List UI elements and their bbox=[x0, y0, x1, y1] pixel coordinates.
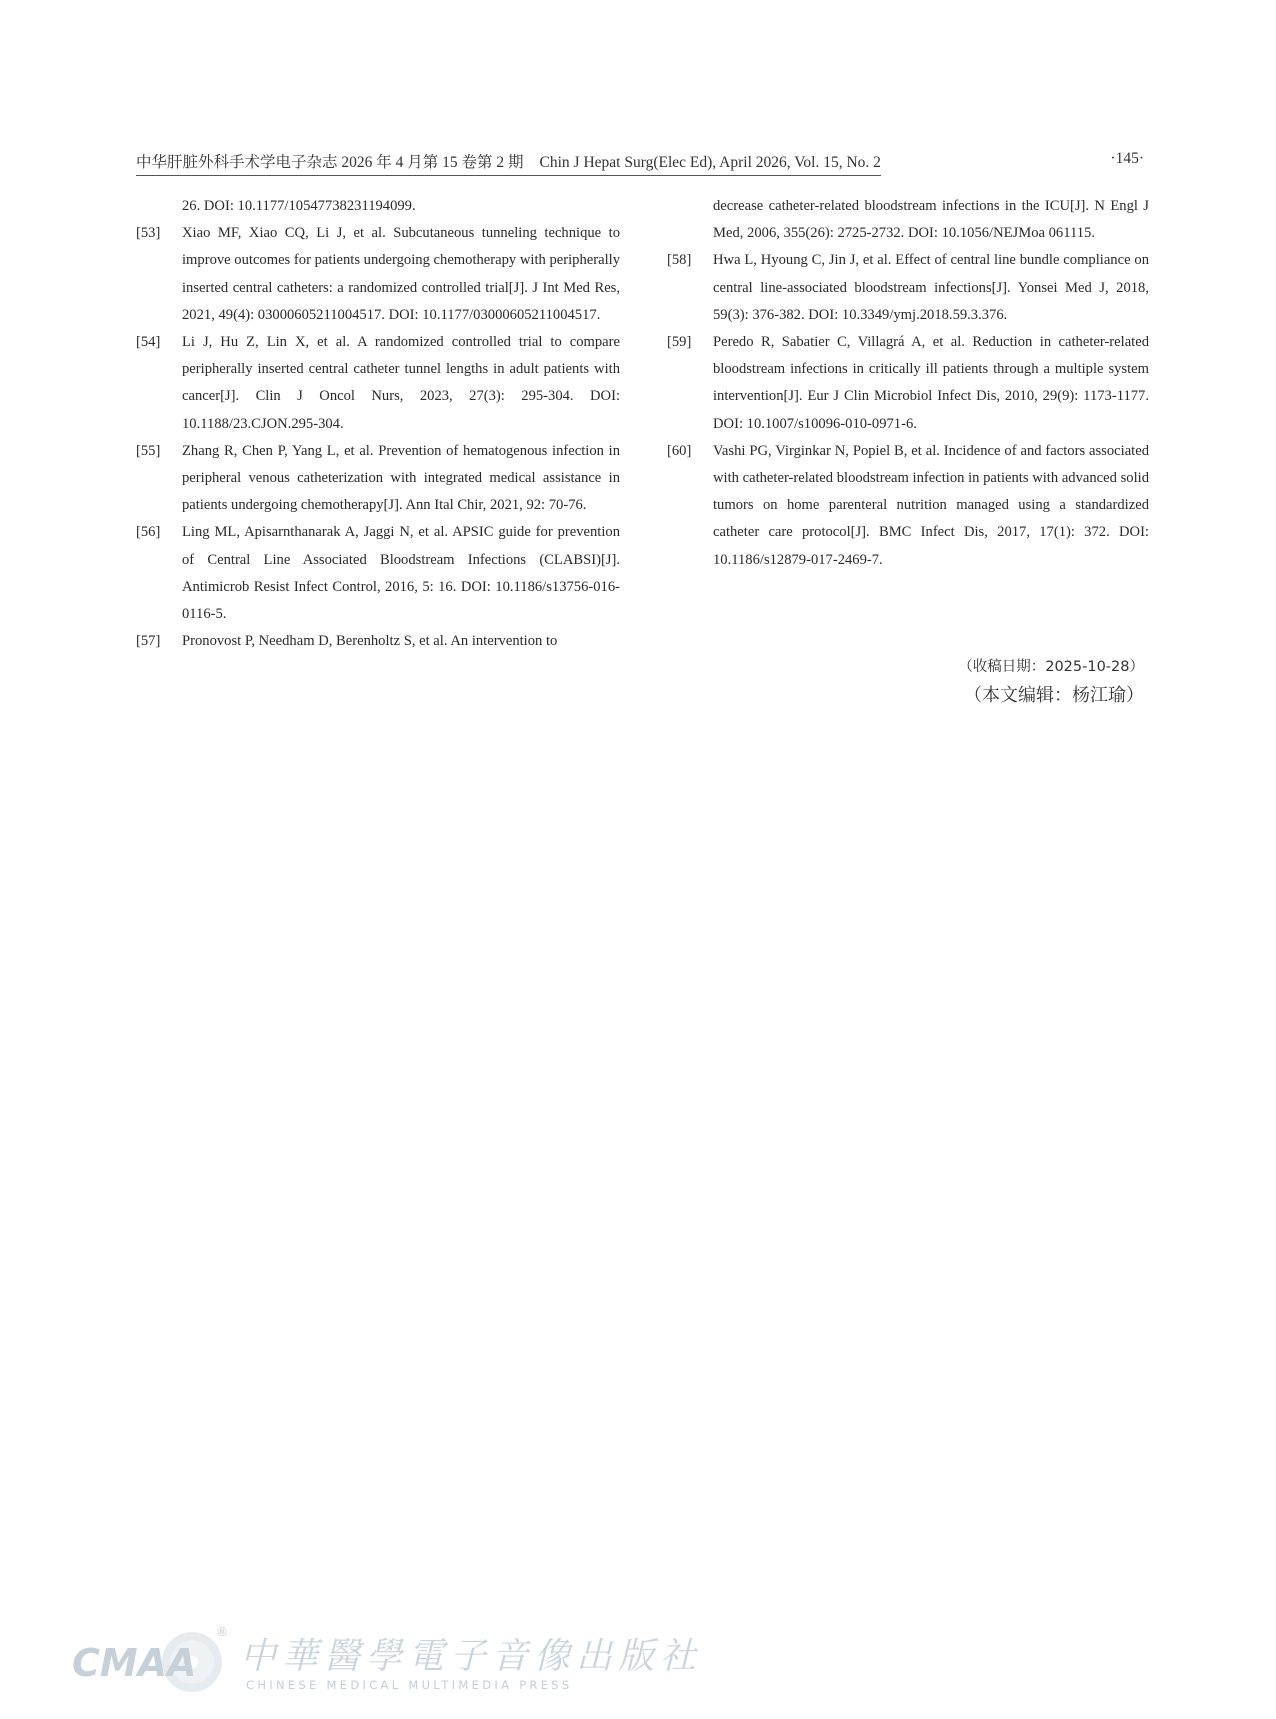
reference-text: Li J, Hu Z, Lin X, et al. A randomized controlled trial to compare peripherally inserted central catheter tunnel lengths in adult patients with cancer[J]. Clin J Oncol Nurs, 2023, 27(3): 295-304. DOI: 10.1188/23.CJON.295-304. bbox=[182, 334, 620, 432]
reference-text: Ling ML, Apisarnthanarak A, Jaggi N, et al. APSIC guide for prevention of Central Line Associated Bloodstream Infections (CLABSI)[J]. Antimicrob Resist Infect Control, 2016, 5: 16. DOI: 10.1186/s13756-016-0116-5. bbox=[182, 524, 620, 623]
reference-number: [54] bbox=[136, 334, 161, 351]
reference-text: Hwa L, Hyoung C, Jin J, et al. Effect of central line bundle compliance on central line-associated bloodstream infections[J]. Yonsei Med J, 2018, 59(3): 376-382. DOI: 10.3349/ymj.2018.59.3.376. bbox=[713, 252, 1149, 323]
reference-text: Pronovost P, Needham D, Berenholtz S, et al. An intervention to bbox=[182, 633, 558, 650]
publisher-name-cn: 中華醫學電子音像出版社 bbox=[240, 1636, 703, 1677]
reference-column-left bbox=[136, 193, 620, 655]
reference-item bbox=[136, 628, 620, 655]
page-number: ·145· bbox=[1110, 150, 1144, 167]
editor-credit: （本文编辑：杨江瑜） bbox=[964, 685, 1144, 706]
journal-name-en: Chin J Hepat Surg(Elec Ed), April 2026, Vol. 15, No. 2 bbox=[539, 154, 881, 171]
journal-name-cn: 中华肝脏外科手术学电子杂志 2026 年 4 月第 15 卷第 2 期 bbox=[136, 154, 524, 171]
reference-number: [58] bbox=[667, 252, 692, 269]
reference-number: [56] bbox=[136, 524, 161, 541]
reference-item bbox=[667, 329, 1149, 438]
reference-text: Peredo R, Sabatier C, Villagrá A, et al. Reduction in catheter-related bloodstream infections in critically ill patients through a multiple system intervention[J]. Eur J Clin Microbiol Infect Dis, 2010, 29(9): 1173-1177. DOI: 10.1007/s10096-010-0971-6. bbox=[713, 334, 1149, 432]
reference-item bbox=[667, 247, 1149, 329]
reference-item bbox=[136, 519, 620, 628]
cmaa-logo bbox=[70, 1620, 240, 1700]
publisher-footer bbox=[70, 1620, 703, 1700]
reference-number: [59] bbox=[667, 334, 692, 351]
reference-number: [55] bbox=[136, 442, 161, 459]
reference-number: [57] bbox=[136, 633, 161, 650]
journal-citation bbox=[136, 150, 881, 176]
reference-number: [53] bbox=[136, 225, 161, 242]
reference-continuation: 26. DOI: 10.1177/10547738231194099. bbox=[182, 198, 416, 214]
registered-mark: ® bbox=[216, 1625, 228, 1639]
reference-item bbox=[667, 438, 1149, 574]
logo-text: CMAA bbox=[72, 1641, 197, 1685]
reference-item bbox=[136, 438, 620, 520]
received-date: （收稿日期：2025-10-28） bbox=[958, 659, 1144, 675]
running-header bbox=[136, 148, 1144, 174]
reference-number: [60] bbox=[667, 442, 692, 459]
reference-text: Zhang R, Chen P, Yang L, et al. Prevention of hematogenous infection in peripheral venous catheterization with integrated medical assistance in patients undergoing chemotherapy[J]. Ann Ital Chir, 2021, 92: 70-76. bbox=[182, 442, 620, 514]
publisher-name-en: CHINESE MEDICAL MULTIMEDIA PRESS bbox=[246, 1678, 573, 1692]
reference-column-right bbox=[667, 193, 1149, 574]
reference-text: Vashi PG, Virginkar N, Popiel B, et al. Incidence of and factors associated with catheter-related bloodstream infection in patients with advanced solid tumors on home parenteral nutrition managed using a standardized catheter care protocol[J]. BMC Infect Dis, 2017, 17(1): 372. DOI: 10.1186/s12879-017-2469-7. bbox=[713, 442, 1149, 568]
reference-continuation: decrease catheter-related bloodstream infections in the ICU[J]. N Engl J Med, 2006, 355(26): 2725-2732. DOI: 10.1056/NEJMoa 061115. bbox=[713, 198, 1149, 242]
reference-item bbox=[136, 220, 620, 329]
reference-text: Xiao MF, Xiao CQ, Li J, et al. Subcutaneous tunneling technique to improve outcomes for patients undergoing chemotherapy with peripherally inserted central catheters: a randomized controlled trial[J]. J Int Med Res, 2021, 49(4): 03000605211004517. DOI: 10.1177/03000605211004517. bbox=[182, 225, 620, 323]
reference-item bbox=[136, 329, 620, 438]
